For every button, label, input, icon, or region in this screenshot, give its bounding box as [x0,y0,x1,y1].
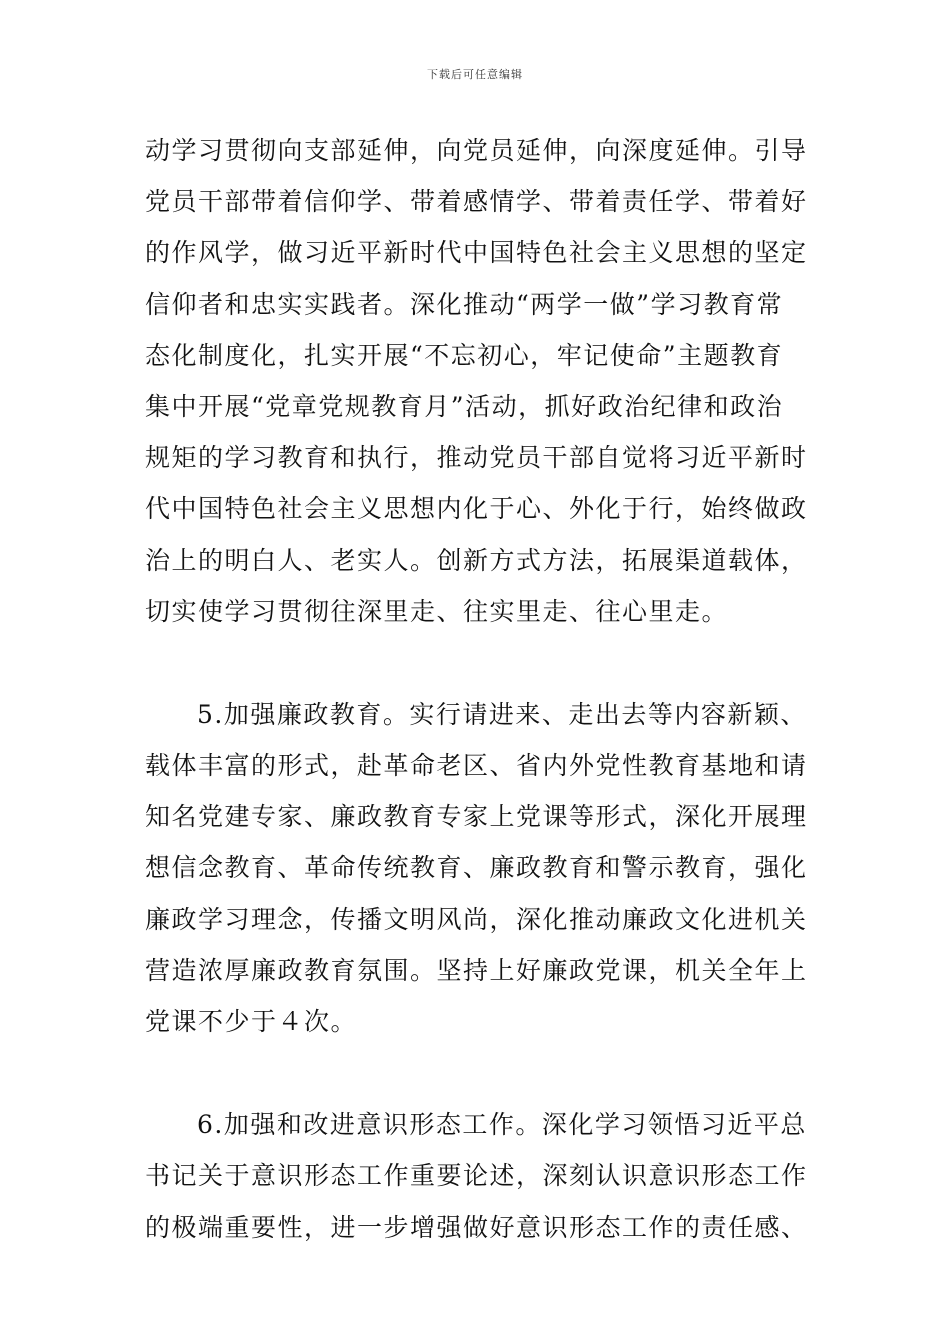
paragraph-item-5 [145,689,815,1047]
text-line: 营造浓厚廉政教育氛围。坚持上好廉政党课，机关全年上 [145,955,808,985]
text-line: 5.加强廉政教育。实行请进来、走出去等内容新颖、 [197,699,807,729]
paragraph-continuation [145,125,815,637]
paragraph-item-6 [145,1099,815,1253]
text-line: 廉政学习理念，传播文明风尚，深化推动廉政文化进机关 [145,904,808,934]
page-header: 下载后可任意编辑 [427,68,523,81]
text-line: 书记关于意识形态工作重要论述，深刻认识意识形态工作 [145,1161,808,1191]
text-line: 治上的明白人、老实人。创新方式方法，拓展渠道载体， [145,545,808,575]
paragraph-gap [145,637,815,689]
text-line: 的极端重要性，进一步增强做好意识形态工作的责任感、 [145,1212,808,1242]
text-line: 的作风学，做习近平新时代中国特色社会主义思想的坚定 [145,238,808,268]
text-line: 信仰者和忠实实践者。深化推动“两学一做”学习教育常 [145,289,784,319]
text-line: 载体丰富的形式，赴革命老区、省内外党性教育基地和请 [145,751,808,781]
text-line: 态化制度化，扎实开展“不忘初心，牢记使命”主题教育 [145,340,784,370]
text-line: 党课不少于４次。 [145,1007,358,1036]
text-line: 想信念教育、革命传统教育、廉政教育和警示教育，强化 [145,853,808,883]
document-body [145,125,815,1253]
text-line: 切实使学习贯彻往深里走、往实里走、往心里走。 [145,596,729,626]
text-line: 集中开展“党章党规教育月”活动，抓好政治纪律和政治 [145,391,784,421]
paragraph-gap [145,1047,815,1099]
text-line: 党员干部带着信仰学、带着感情学、带着责任学、带着好 [145,187,808,217]
text-line: 规矩的学习教育和执行，推动党员干部自觉将习近平新时 [145,443,808,473]
text-line: 代中国特色社会主义思想内化于心、外化于行，始终做政 [145,494,808,524]
text-line: 动学习贯彻向支部延伸，向党员延伸，向深度延伸。引导 [145,136,808,165]
text-line: 6.加强和改进意识形态工作。深化学习领悟习近平总 [197,1110,807,1140]
text-line: 知名党建专家、廉政教育专家上党课等形式，深化开展理 [145,802,808,832]
